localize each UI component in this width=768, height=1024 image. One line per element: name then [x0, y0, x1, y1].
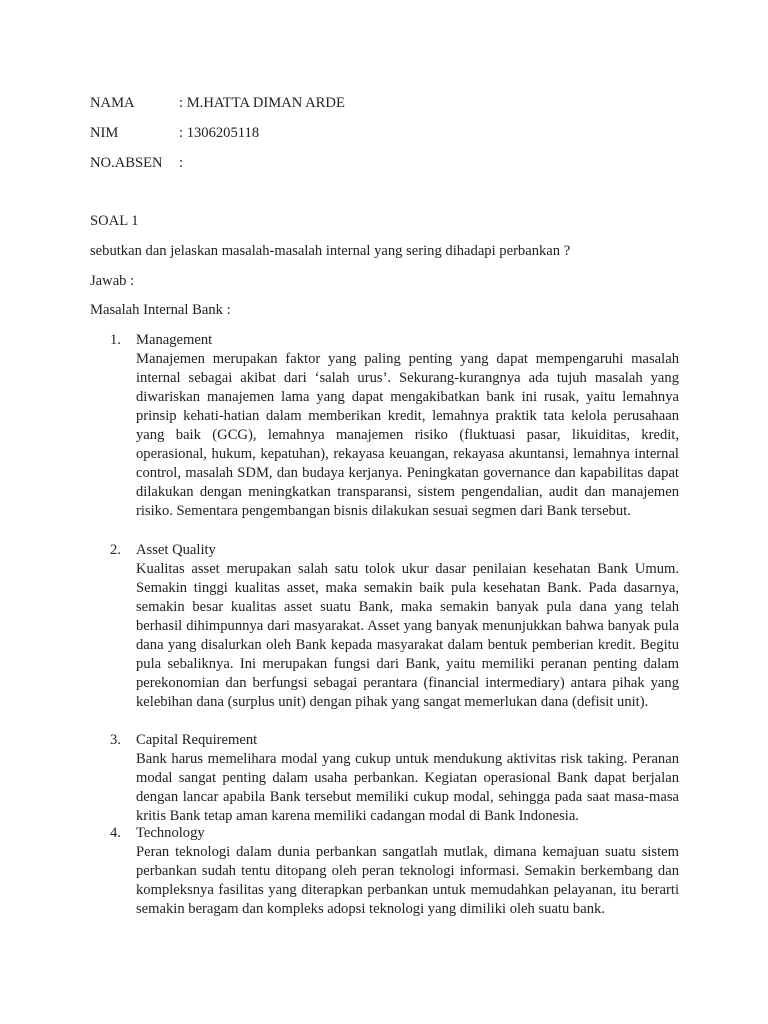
list-item-text: Bank harus memelihara modal yang cukup untuk mendukung aktivitas risk taking. Peranan modal sangat penting dalam usaha perbankan. Kegiatan operasional Bank dapat berjalan dengan lancar apabila Bank tersebut memiliki cukup modal, sehingga pada saat masa-masa kritis Bank tetap aman karena memiliki cadangan modal di Bank Indonesia.	[136, 751, 679, 824]
list-item-title: Capital Requirement	[136, 732, 258, 748]
list-item-title: Technology	[136, 825, 205, 841]
list-item-text: Manajemen merupakan faktor yang paling penting yang dapat mempengaruhi masalah internal sebagai akibat dari ‘salah urus’. Sekurang-kurangnya ada tujuh masalah yang diwariskan manajemen lama yang dapat mengakibatkan bank ini rusak, yaitu lemahnya prinsip kehati-hatian dalam memberikan kredit, lemahnya praktik tata kelola perusahaan yang baik (GCG), lemahnya manajemen risiko (fluktuasi pasar, likuiditas, kredit, operasional, hukum, kepatuhan), rekayasa keuangan, rekayasa akuntansi, lemahnya internal control, masalah SDM, dan budaya kerjanya. Peningkatan governance dan kapabilitas dapat dilakukan dengan meningkatkan transparansi, sistem pengendalian, audit dan manajemen risiko. Sementara pengembangan bisnis dilakukan sesuai segmen dari Bank tersebut.	[136, 351, 679, 519]
answer-label: Jawab :	[90, 273, 135, 289]
nim-label: NIM	[90, 125, 119, 141]
list-item-text: Peran teknologi dalam dunia perbankan sangatlah mutlak, dimana kemajuan suatu sistem perbankan sudah tentu ditopang oleh peran teknologi informasi. Semakin berkembang dan kompleksnya fasilitas yang diterapkan perbankan untuk memudahkan pelayanan, itu berarti semakin beragam dan kompleks adopsi teknologi yang dimiliki oleh suatu bank.	[136, 844, 679, 917]
name-label: NAMA	[90, 95, 135, 111]
absen-value: :	[179, 155, 184, 171]
list-item-number: 4.	[110, 825, 121, 841]
list-item-text: Kualitas asset merupakan salah satu tolok ukur dasar penilaian kesehatan Bank Umum. Semakin tinggi kualitas asset, maka semakin baik pula kesehatan Bank. Pada dasarnya, semakin besar kualitas asset suatu Bank, maka semakin banyak pula dana yang telah berhasil dihimpunnya dari masyarakat. Asset yang banyak menunjukkan bahwa banyak pula dana yang disalurkan oleh Bank kepada masyarakat dalam bentuk pemberian kredit. Begitu pula sebaliknya. Ini merupakan fungsi dari Bank, yaitu memiliki peranan penting dalam perekonomian dan berfungsi sebagai perantara (financial intermediary) antara pihak yang kelebihan dana (surplus unit) dengan pihak yang sangat memerlukan dana (defisit unit).	[136, 561, 679, 710]
list-item-title: Asset Quality	[136, 542, 216, 558]
name-value: : M.HATTA DIMAN ARDE	[179, 95, 345, 111]
nim-value: : 1306205118	[179, 125, 260, 141]
list-item-title: Management	[136, 332, 213, 348]
list-item-number: 2.	[110, 542, 121, 558]
list-item-number: 3.	[110, 732, 121, 748]
question-heading: SOAL 1	[90, 213, 139, 229]
absen-label: NO.ABSEN	[90, 155, 163, 171]
question-text: sebutkan dan jelaskan masalah-masalah internal yang sering dihadapi perbankan ?	[90, 243, 571, 259]
answer-subheading: Masalah Internal Bank :	[90, 302, 231, 318]
list-item-number: 1.	[110, 332, 121, 348]
